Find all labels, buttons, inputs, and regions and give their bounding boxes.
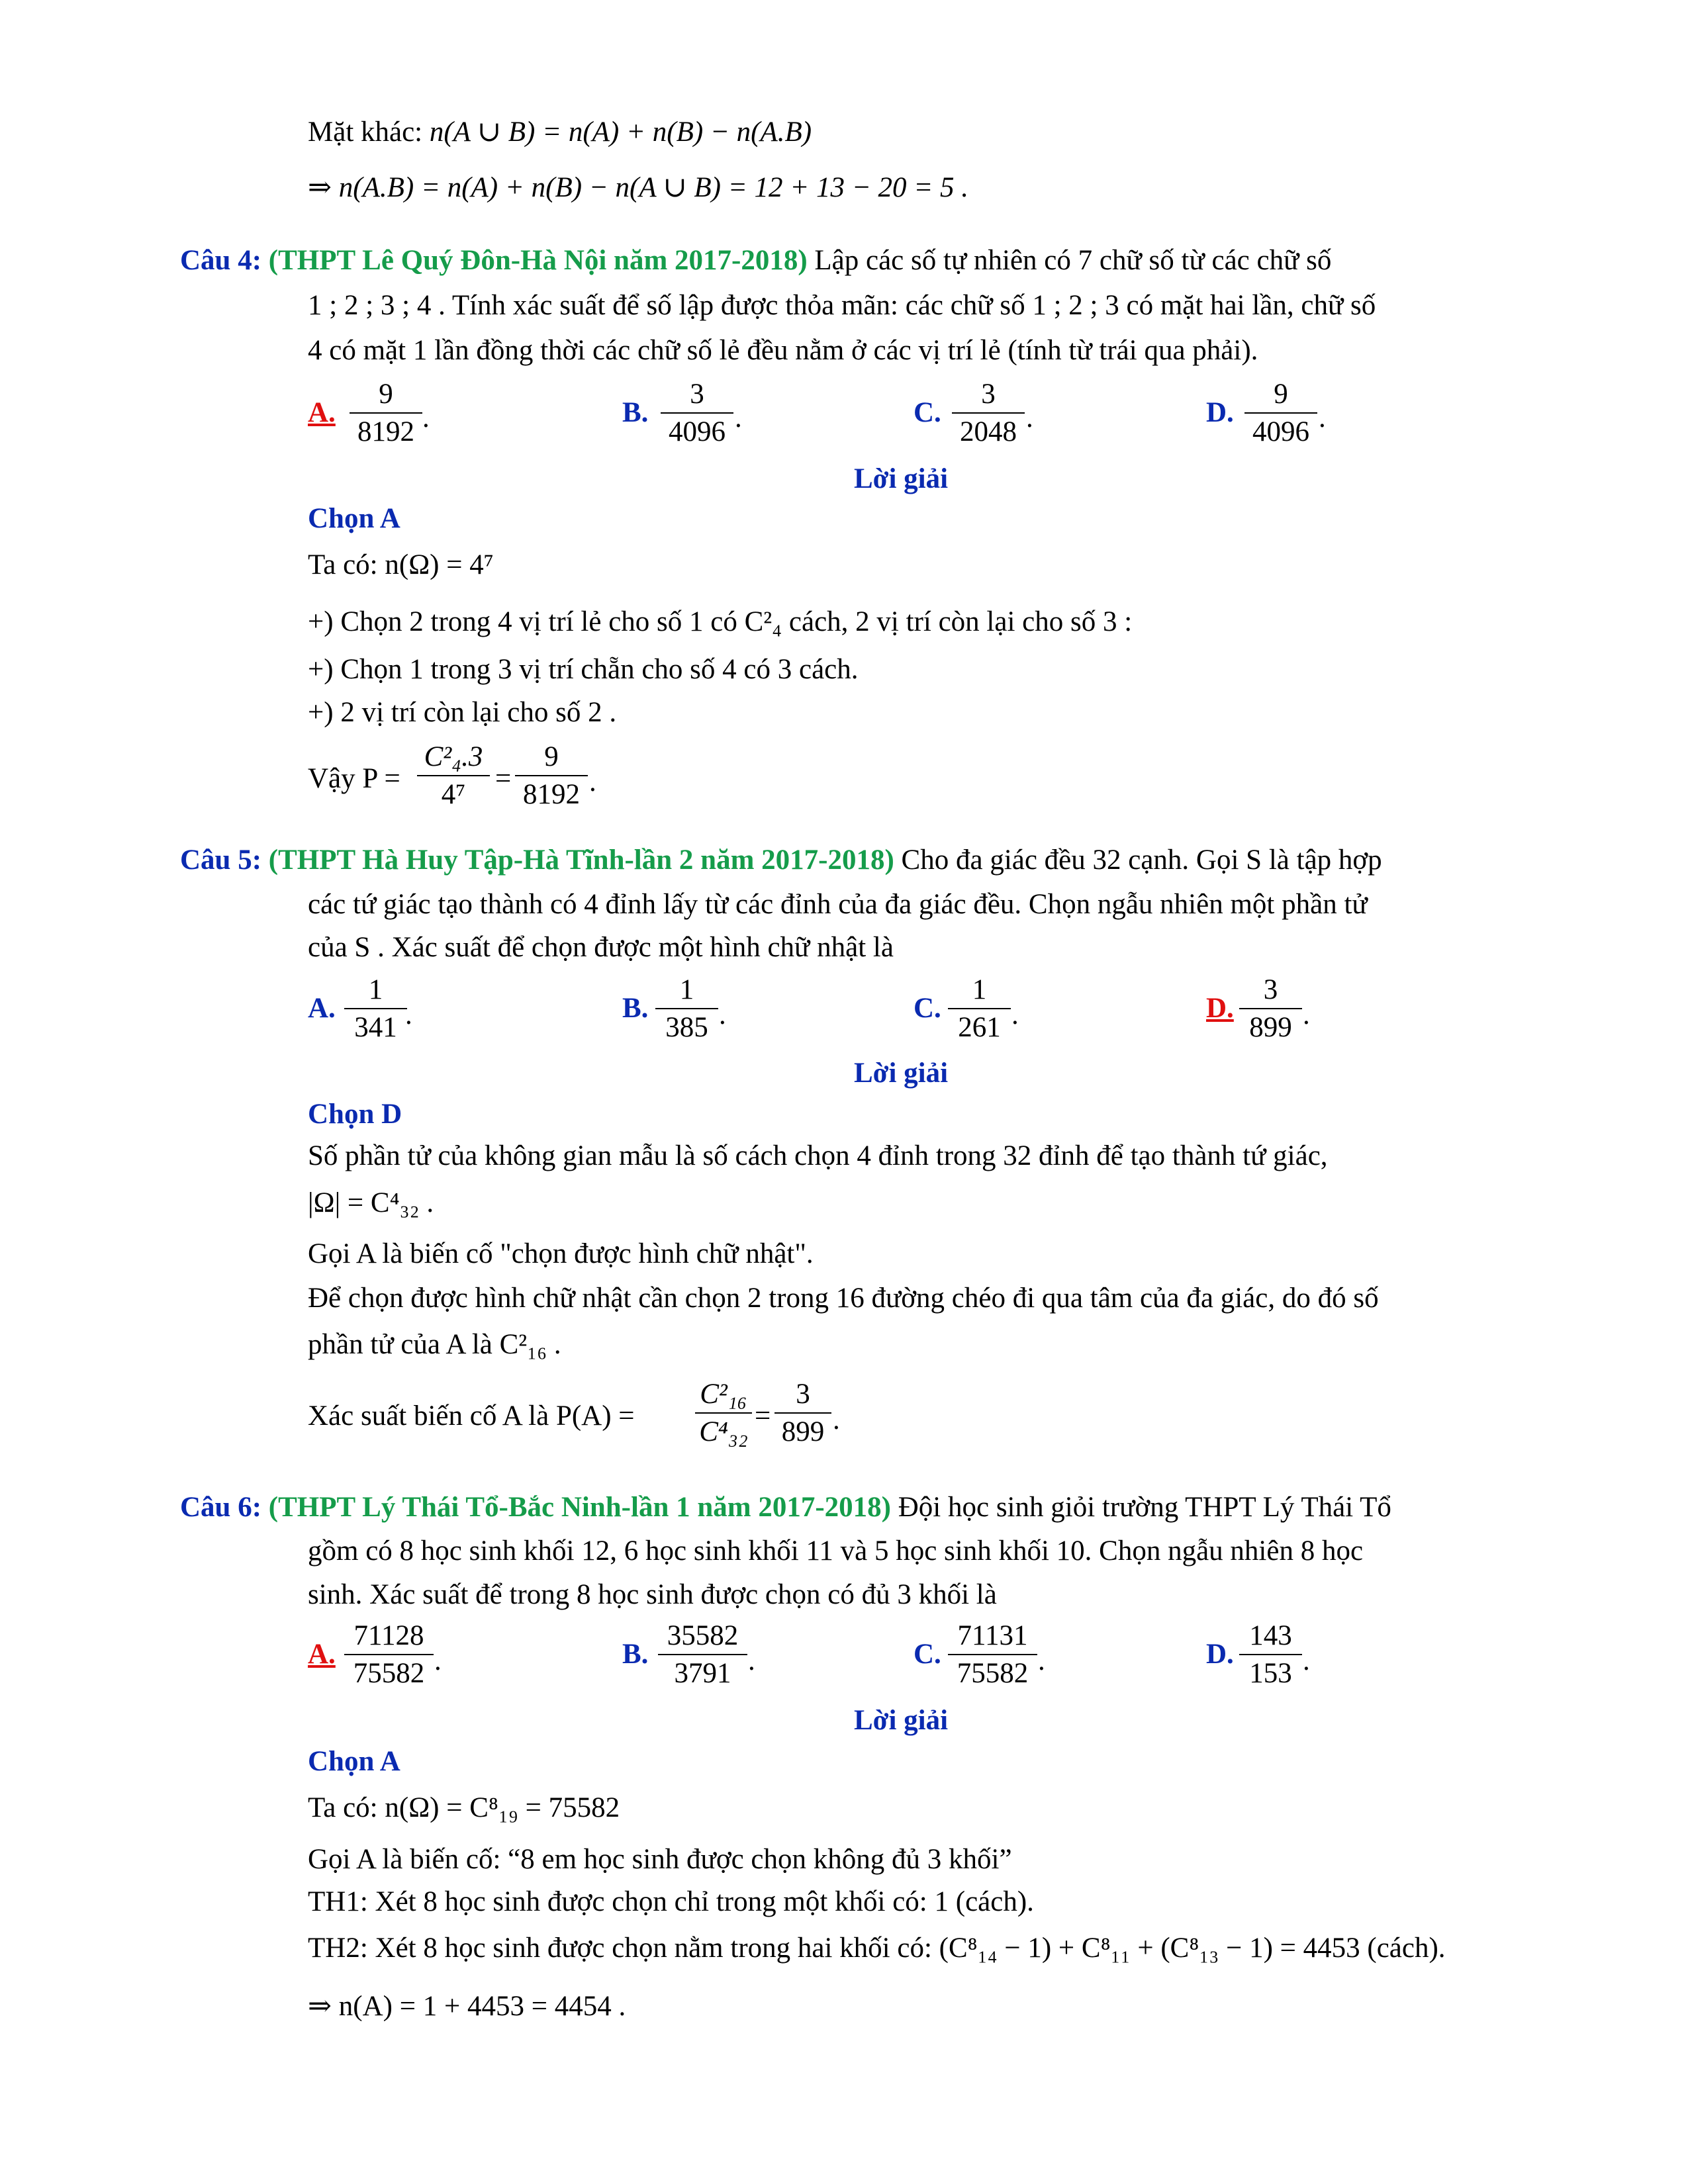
q6-option-c-fraction[interactable] [948,1621,1037,1688]
q5-solution-title: Lời giải [854,1058,949,1089]
intro-formula-1: n(A ∪ B) = n(A) + n(B) − n(A.B) [429,116,812,148]
intro-label: Mặt khác: [308,116,423,148]
q4-option-c-fraction[interactable] [952,380,1025,446]
q4-option-b-fraction[interactable] [661,380,733,446]
q6-source: (THPT Lý Thái Tổ-Bắc Ninh-lần 1 năm 2017-2018) [268,1492,891,1523]
q5-option-b-den: 385 [665,1012,708,1043]
q6-option-c-num: 71131 [948,1621,1037,1655]
q4-p-frac2-num: 9 [515,743,588,776]
q5-option-c-fraction[interactable] [948,976,1011,1042]
q6-option-d-label[interactable]: D. [1206,1639,1234,1670]
q5-option-b-label[interactable]: B. [622,993,649,1024]
q6-option-d-fraction[interactable] [1239,1621,1302,1688]
q5-solution-line-3: Gọi A là biến cố "chọn được hình chữ nhật". [308,1238,814,1269]
q5-text-3: của S . Xác suất để chọn được một hình chữ nhật là [308,932,894,963]
q5-option-b-fraction[interactable] [655,976,718,1042]
q5-header [180,846,1382,874]
q4-solution-line-3: +) Chọn 1 trong 3 vị trí chẵn cho số 4 có 3 cách. [308,654,859,685]
q4-text-1: Lập các số tự nhiên có 7 chữ số từ các chữ số [814,245,1332,276]
q5-option-a-num: 1 [344,976,407,1009]
q6-option-b-label[interactable]: B. [622,1639,649,1670]
q5-text-1: Cho đa giác đều 32 cạnh. Gọi S là tập hợp [901,844,1382,876]
q4-option-a-fraction[interactable] [350,380,422,446]
q5-option-c-label[interactable]: C. [914,993,941,1024]
q4-option-d-den: 4096 [1252,416,1309,447]
q4-option-d-fraction[interactable] [1244,380,1317,446]
q5-prob-frac2-num: 3 [774,1380,831,1414]
q5-source: (THPT Hà Huy Tập-Hà Tĩnh-lần 2 năm 2017-2018) [268,844,894,876]
q6-option-a-fraction[interactable] [344,1621,434,1688]
q5-option-d-fraction[interactable] [1239,976,1302,1042]
q4-text-3: 4 có mặt 1 lần đồng thời các chữ số lẻ đều nằm ở các vị trí lẻ (tính từ trái qua phải). [308,335,1258,366]
q4-option-c-num: 3 [952,380,1025,414]
q6-text-3: sinh. Xác suất để trong 8 học sinh được chọn có đủ 3 khối là [308,1579,997,1610]
q5-option-b-num: 1 [655,976,718,1009]
q5-option-a-label[interactable]: A. [308,993,336,1024]
q4-choice: Chọn A [308,503,400,534]
q5-option-c-den: 261 [958,1012,1001,1043]
q4-option-a-den: 8192 [357,416,414,447]
q5-prob-frac1-den: C⁴₃₂ [699,1416,748,1447]
q4-option-c-label[interactable]: C. [914,397,941,428]
q6-option-a-den: 75582 [353,1658,425,1689]
intro-formula-2: ⇒ n(A.B) = n(A) + n(B) − n(A ∪ B) = 12 + 13 − 20 = 5 . [308,172,969,203]
q4-solution-conclusion-label [308,764,400,793]
q5-option-c-num: 1 [948,976,1011,1009]
q4-p-fraction-2 [515,743,588,809]
q4-text-2: 1 ; 2 ; 3 ; 4 . Tính xác suất để số lập được thỏa mãn: các chữ số 1 ; 2 ; 3 có mặt hai lần, chữ số [308,290,1376,321]
q5-prob-frac2-den: 899 [781,1416,825,1447]
q6-header [180,1493,1391,1522]
q6-option-d-num: 143 [1239,1621,1302,1655]
intro-line-1 [308,118,812,146]
q4-option-b-den: 4096 [669,416,726,447]
q6-solution-title: Lời giải [854,1705,949,1736]
q5-prob-frac1-num: C²₁₆ [695,1380,752,1414]
q4-option-b-num: 3 [661,380,733,414]
q5-solution-line-2: |Ω| = C⁴₃₂ . [308,1187,434,1218]
q4-option-d-label[interactable]: D. [1206,397,1234,428]
q5-label: Câu 5: [180,844,262,876]
q4-option-d-num: 9 [1244,380,1317,414]
q4-p-frac1-den: 4⁷ [441,779,466,810]
q4-solution-line-2: +) Chọn 2 trong 4 vị trí lẻ cho số 1 có C²₄ cách, 2 vị trí còn lại cho số 3 : [308,606,1133,637]
q6-solution-line-5: ⇒ n(A) = 1 + 4453 = 4454 . [308,1991,626,2022]
q6-option-b-den: 3791 [674,1658,731,1689]
q4-solution-line-1: Ta có: n(Ω) = 4⁷ [308,549,494,580]
q5-probability-label: Xác suất biến cố A là P(A) = [308,1400,635,1432]
q4-p-frac2-den: 8192 [523,779,580,810]
q5-option-d-den: 899 [1249,1012,1292,1043]
q4-source: (THPT Lê Quý Đôn-Hà Nội năm 2017-2018) [268,245,808,276]
q5-solution-line-1: Số phần tử của không gian mẫu là số cách chọn 4 đỉnh trong 32 đỉnh để tạo thành tứ giác, [308,1140,1328,1171]
q6-option-c-den: 75582 [957,1658,1029,1689]
q6-solution-line-2: Gọi A là biến cố: “8 em học sinh được chọn không đủ 3 khối” [308,1844,1012,1875]
q6-option-a-num: 71128 [344,1621,434,1655]
q5-solution-line-5: phần tử của A là C²₁₆ . [308,1329,561,1360]
q6-option-d-den: 153 [1249,1658,1292,1689]
q4-p-fraction-1 [417,743,490,809]
q4-p-frac1-num: C²₄.3 [417,743,490,776]
q6-option-b-fraction[interactable] [658,1621,747,1688]
q4-option-c-den: 2048 [960,416,1017,447]
document-page: Mặt khác: n(A ∪ B) = n(A) + n(B) − n(A.B) ⇒ n(A.B) = n(A) + n(B) − n(A ∪ B) = 12 + 13 − 20 = 5 . Câu 4: (THPT Lê Quý Đôn-Hà Nội năm 2017-2018) Lập các số tự nhiên có 7 chữ số từ các chữ số 1 ; 2 ; 3 ; 4 . Tính xác suất để số lập được thỏa mãn: các chữ số 1 ; 2 ; 3 có mặt hai lần, chữ số 4 có mặt 1 lần đồng thời các chữ số lẻ đều nằm ở các vị trí lẻ (tính từ trái qua phải). A. $\frac{9}{8192}$ . B. $\frac{3}{4096}$ . C. $\frac{3}{2048}$ . D. $\frac{9}{4096}$ . Lời giải Chọn A Ta có: n(Ω) = 4⁷ +) Chọn 2 trong 4 vị trí lẻ cho số 1 có C²₄ cách, 2 vị trí còn lại cho số 3 : +) Chọn 1 trong 3 vị trí chẵn cho số 4 có 3 cách. +) 2 vị trí còn lại cho số 2 . Vậy P = $\frac{\text{C²₄.3}}{\text{4⁷}}$ = $\frac{9}{8192}$ . Câu 5: (THPT Hà Huy Tập-Hà Tĩnh-lần 2 năm 2017-2018) Cho đa giác đều 32 cạnh. Gọi S là tập hợp các tứ giác tạo thành có 4 đỉnh lấy từ các đỉnh của đa giác đều. Chọn ngẫu nhiên một phần tử của S . Xác suất để chọn được một hình chữ nhật là A. $\frac{1}{341}$ . B. $\frac{1}{385}$ . C. $\frac{1}{261}$ . D. $\frac{3}{899}$ . Lời giải Chọn D Số phần tử của không gian mẫu là số cách chọn 4 đỉnh trong 32 đỉnh để tạo thành tứ giác, |Ω| = C⁴₃₂ . Gọi A là biến cố "chọn được hình chữ nhật". Để chọn được hình chữ nhật cần chọn 2 trong 16 đường chéo đi qua tâm của đa giác, do đó số phần tử của A là C²₁₆ . Xác suất biến cố A là P(A) = $\frac{\text{C²₁₆}}{\text{C⁴₃₂}}$ = $\frac{3}{899}$ . Câu 6: (THPT Lý Thái Tổ-Bắc Ninh-lần 1 năm 2017-2018) Đội học sinh giỏi trường THPT Lý Thái Tổ gồm có 8 học sinh khối 12, 6 học sinh khối 11 và 5 học sinh khối 10. Chọn ngẫu nhiên 8 học sinh. Xác suất để trong 8 học sinh được chọn có đủ 3 khối là A. $\frac{71128}{75582}$ . B. $\frac{35582}{3791}$ . C. $\frac{71131}{75582}$ . D. $\frac{143}{153}$ . Lời giải Chọn A Ta có: n(Ω) = C⁸₁₉ = 75582 Gọi A là biến cố: “8 em học sinh được chọn không đủ 3 khối” TH1: Xét 8 học sinh được chọn chỉ trong một khối có: 1 (cách). TH2: Xét 8 học sinh được chọn nằm trong hai khối có: (C⁸₁₄ − 1) + C⁸₁₁ + (C⁸₁₃ − 1) = 4453 (cách). ⇒ n(A) = 1 + 4453 = 4454 . [180,116,1446,2022]
q4-solution-title: Lời giải [854,463,949,494]
q4-option-a-num: 9 [350,380,422,414]
q5-option-d-num: 3 [1239,976,1302,1009]
q6-solution-line-3: TH1: Xét 8 học sinh được chọn chỉ trong một khối có: 1 (cách). [308,1886,1034,1917]
q6-option-c-label[interactable]: C. [914,1639,941,1670]
q5-option-d-label[interactable]: D. [1206,993,1234,1024]
q5-option-a-den: 341 [354,1012,397,1043]
q5-solution-line-4: Để chọn được hình chữ nhật cần chọn 2 trong 16 đường chéo đi qua tâm của đa giác, do đó số [308,1283,1379,1314]
q5-prob-fraction-1 [695,1380,752,1446]
q6-choice: Chọn A [308,1746,400,1777]
q4-header [180,246,1331,275]
q4-p-label: Vậy P = [308,763,400,794]
q4-solution-line-4: +) 2 vị trí còn lại cho số 2 . [308,697,617,728]
q5-option-a-fraction[interactable] [344,976,407,1042]
q6-solution-line-4: TH2: Xét 8 học sinh được chọn nằm trong hai khối có: (C⁸₁₄ − 1) + C⁸₁₁ + (C⁸₁₃ − 1) = 4453 (cách). [308,1933,1446,1964]
q6-solution-line-1: Ta có: n(Ω) = C⁸₁₉ = 75582 [308,1792,620,1823]
q5-text-2: các tứ giác tạo thành có 4 đỉnh lấy từ các đỉnh của đa giác đều. Chọn ngẫu nhiên một phần tử [308,889,1368,920]
q4-option-a-label[interactable]: A. [308,397,336,428]
q6-text-2: gồm có 8 học sinh khối 12, 6 học sinh khối 11 và 5 học sinh khối 10. Chọn ngẫu nhiên 8 học [308,1535,1364,1567]
q6-label: Câu 6: [180,1492,262,1523]
q4-label: Câu 4: [180,245,262,276]
q5-prob-fraction-2 [774,1380,831,1446]
q6-text-1: Đội học sinh giỏi trường THPT Lý Thái Tổ [898,1492,1391,1523]
q4-option-b-label[interactable]: B. [622,397,649,428]
q5-choice: Chọn D [308,1099,402,1130]
q6-option-a-label[interactable]: A. [308,1639,336,1670]
q6-option-b-num: 35582 [658,1621,747,1655]
